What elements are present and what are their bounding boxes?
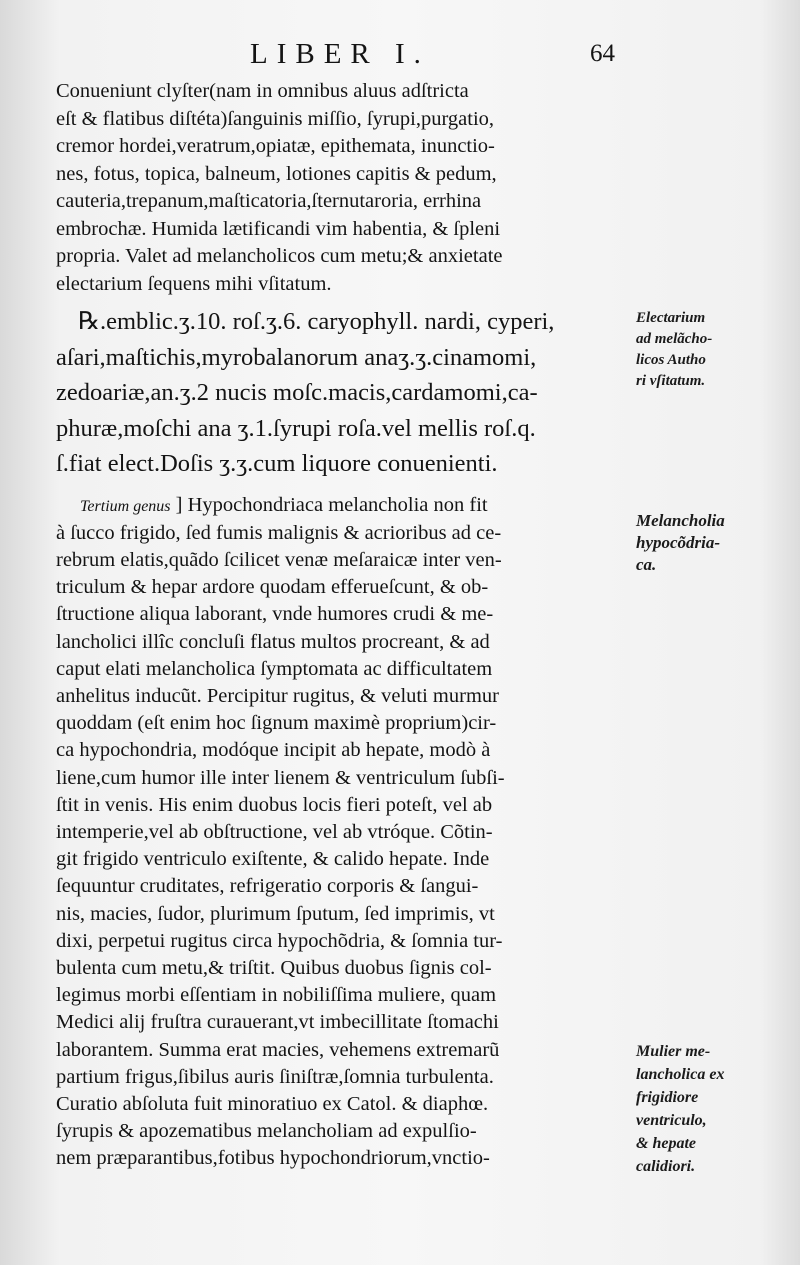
text-line: laborantem. Summa erat macies, vehemens extremarũ — [56, 1038, 500, 1061]
section-lead: Tertium genus — [80, 497, 171, 515]
text-line: anhelitus inducũt. Percipitur rugitus, & veluti murmur — [56, 684, 499, 707]
text-line: liene,cum humor ille inter lienem & ventriculum ſubſi- — [56, 766, 505, 789]
text-segment: ] Hypochondriaca melancholia non fit — [175, 493, 488, 516]
text-line: quoddam (eſt enim hoc ſignum maximè proprium)cir- — [56, 712, 497, 735]
running-head: LIBER I. — [250, 38, 430, 70]
text-line: ſtit in venis. His enim duobus locis fieri poteſt, vel ab — [56, 793, 493, 816]
text-line: ſequuntur cruditates, refrigeratio corporis & ſangui- — [56, 875, 479, 898]
margin-note-line: licos Autho — [636, 352, 706, 368]
text-line: nis, macies, ſudor, plurimum ſputum, ſed imprimis, vt — [56, 902, 495, 925]
text-line: Conueniunt clyſter(nam in omnibus aluus adſtricta — [56, 80, 469, 102]
margin-note-line: hypocõdria- — [636, 533, 721, 552]
text-line: git frigido ventriculo exiſtente, & calido hepate. Inde — [56, 848, 490, 871]
margin-note-melancholia — [636, 510, 796, 576]
text-line: bulenta cum metu,& triſtit. Quibus duobus ſignis col- — [56, 956, 492, 979]
margin-note-line: calidiori. — [636, 1158, 696, 1175]
margin-note-line: ad melãcho- — [636, 331, 713, 347]
margin-note-line: ri vſitatum. — [636, 373, 706, 389]
text-line: Medici alij fruſtra curauerant,vt imbecillitate ſtomachi — [56, 1011, 499, 1034]
recipe-line: ſ.fiat elect.Doſis ʒ.ʒ.cum liquore conuenienti. — [56, 450, 498, 477]
text-line: embrochæ. Humida lætificandi vim habentia, & ſpleni — [56, 217, 501, 240]
margin-note-line: frigidiore — [636, 1089, 699, 1106]
text-line: caput elati melancholica ſymptomata ac difficultatem — [56, 657, 493, 680]
text-line: ca hypochondria, modóque incipit ab hepate, modò à — [56, 739, 491, 762]
page-number: 64 — [590, 40, 615, 67]
recipe-line: zedoariæ,an.ʒ.2 nucis moſc.macis,cardamomi,ca- — [56, 379, 538, 406]
recipe-line: aſari,maſtichis,myrobalanorum anaʒ.ʒ.cinamomi, — [56, 343, 537, 371]
text-line: propria. Valet ad melancholicos cum metu;& anxietate — [56, 245, 503, 267]
page-header — [0, 38, 800, 74]
margin-note-line: Electarium — [636, 310, 706, 326]
text-line: dixi, perpetui rugitus circa hypochõdria, & ſomnia tur- — [56, 929, 503, 952]
recipe-line: phuræ,moſchi ana ʒ.1.ſyrupi roſa.vel mellis roſ.q. — [56, 414, 536, 442]
text-line: Curatio abſoluta fuit minoratiuo ex Catol. & diaphœ. — [56, 1092, 489, 1115]
text-line: rebrum elatis,quãdo ſcilicet venæ meſaraicæ inter ven- — [56, 548, 502, 571]
text-line: eſt & flatibus diſtéta)ſanguinis miſſio, ſyrupi,purgatio, — [56, 107, 495, 130]
recipe-electuary — [56, 304, 634, 482]
text-line: cremor hordei,veratrum,opiatæ, epithemata, inunctio- — [56, 135, 495, 157]
margin-note-line: Melancholia — [636, 511, 725, 530]
margin-note-electuary — [636, 308, 796, 392]
paragraph-hypochondriac — [56, 492, 634, 1173]
margin-note-mulier — [636, 1040, 796, 1178]
margin-note-line: lancholica ex — [636, 1066, 725, 1083]
text-line — [56, 492, 634, 520]
text-line: nem præparantibus,fotibus hypochondriorum,vnctio- — [56, 1147, 490, 1170]
paragraph-remedies — [56, 78, 634, 298]
text-line: cauteria,trepanum,maſticatoria,ſternutaroria, errhina — [56, 190, 482, 212]
text-line: electarium ſequens mihi vſitatum. — [56, 272, 332, 295]
text-line: lancholici illîc concluſi flatus multos procreant, & ad — [56, 630, 490, 653]
text-line: à ſucco frigido, ſed fumis malignis & acrioribus ad ce- — [56, 521, 502, 544]
margin-note-line: Mulier me- — [636, 1043, 711, 1060]
text-line: legimus morbi eſſentiam in nobiliſſima muliere, quam — [56, 984, 497, 1007]
margin-note-line: ca. — [636, 555, 657, 574]
margin-note-line: & hepate — [636, 1135, 696, 1152]
main-text-block — [56, 78, 634, 1173]
text-line: intemperie,vel ab obſtructione, vel ab vtróque. Cõtin- — [56, 820, 493, 843]
margin-note-line: ventriculo, — [636, 1112, 707, 1129]
text-line: triculum & hepar ardore quodam efferueſcunt, & ob- — [56, 576, 489, 599]
recipe-line: ℞.emblic.ʒ.10. roſ.ʒ.6. caryophyll. nardi, cyperi, — [78, 308, 555, 335]
text-line: partium frigus,ſibilus auris ſiniſtræ,ſomnia turbulenta. — [56, 1065, 494, 1088]
text-line: nes, fotus, topica, balneum, lotiones capitis & pedum, — [56, 162, 497, 185]
text-line: ſtructione aliqua laborant, vnde humores crudi & me- — [56, 603, 494, 626]
text-line: ſyrupis & apozematibus melancholiam ad expulſio- — [56, 1120, 477, 1143]
